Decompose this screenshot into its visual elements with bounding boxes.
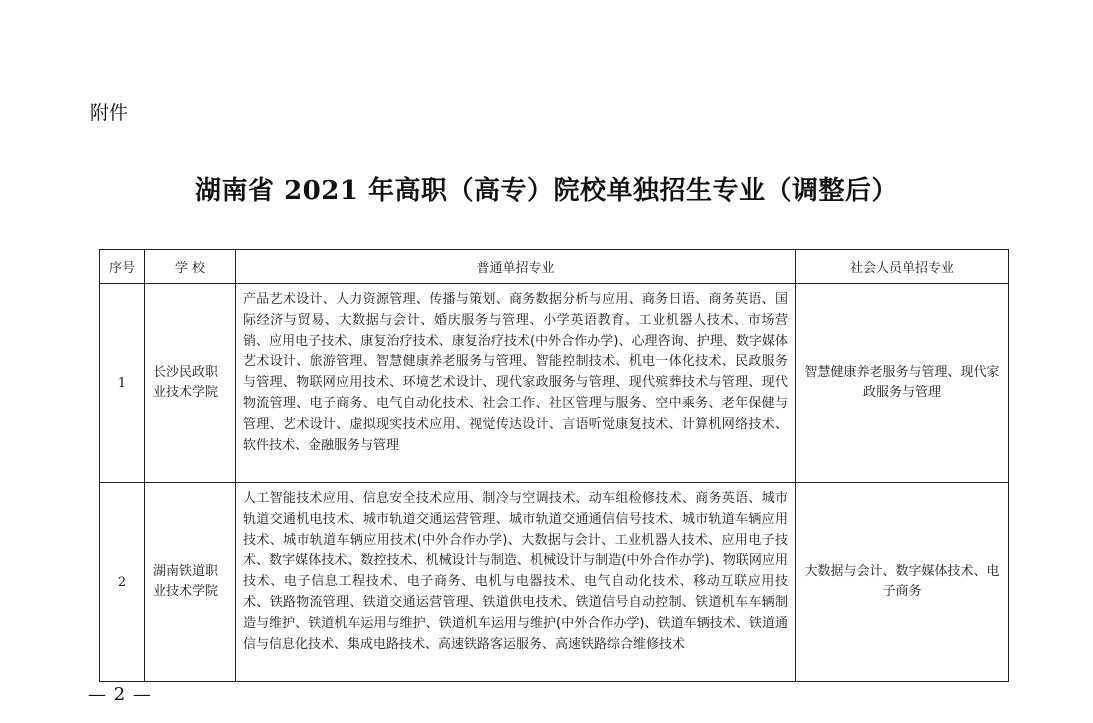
row-seq: 2: [100, 483, 145, 682]
header-social-majors: 社会人员单招专业: [796, 250, 1009, 284]
row-school: 湖南铁道职业技术学院: [145, 483, 236, 682]
attachment-label: 附件: [90, 102, 129, 124]
majors-table: [99, 249, 1009, 682]
header-general-majors: 普通单招专业: [236, 250, 796, 284]
table-row: [100, 284, 1009, 483]
header-school: 学 校: [145, 250, 236, 284]
row-seq: 1: [100, 284, 145, 483]
page-number: — 2 —: [88, 684, 152, 705]
row-school: 长沙民政职业技术学院: [145, 284, 236, 483]
row-general-majors: 人工智能技术应用、信息安全技术应用、制冷与空调技术、动车组检修技术、商务英语、城市轨道交通机电技术、城市轨道交通运营管理、城市轨道交通通信信号技术、城市轨道车辆应用技术、城市轨道车辆应用技术(中外合作办学)、大数据与会计、工业机器人技术、应用电子技术、数字媒体技术、数控技术、机械设计与制造、机械设计与制造(中外合作办学)、物联网应用技术、电子信息工程技术、电子商务、电机与电器技术、电气自动化技术、移动互联应用技术、铁路物流管理、铁道交通运营管理、铁道供电技术、铁道信号自动控制、铁道机车车辆制造与维护、铁道机车运用与维护、铁道机车运用与维护(中外合作办学)、铁道车辆技术、铁道通信与信息化技术、集成电路技术、高速铁路客运服务、高速铁路综合维修技术: [236, 483, 796, 682]
table-row: [100, 483, 1009, 682]
document-title: 湖南省 2021 年高职（高专）院校单独招生专业（调整后）: [195, 176, 898, 206]
row-social-majors: 大数据与会计、数字媒体技术、电子商务: [796, 483, 1009, 682]
row-social-majors: 智慧健康养老服务与管理、现代家政服务与管理: [796, 284, 1009, 483]
row-general-majors: 产品艺术设计、人力资源管理、传播与策划、商务数据分析与应用、商务日语、商务英语、国际经济与贸易、大数据与会计、婚庆服务与管理、小学英语教育、工业机器人技术、市场营销、应用电子技术、康复治疗技术、康复治疗技术(中外合作办学)、心理咨询、护理、数字媒体艺术设计、旅游管理、智慧健康养老服务与管理、智能控制技术、机电一体化技术、民政服务与管理、物联网应用技术、环境艺术设计、现代家政服务与管理、现代殡葬技术与管理、现代物流管理、电子商务、电气自动化技术、社会工作、社区管理与服务、空中乘务、老年保健与管理、艺术设计、虚拟现实技术应用、视觉传达设计、言语听觉康复技术、计算机网络技术、软件技术、金融服务与管理: [236, 284, 796, 483]
header-seq: 序号: [100, 250, 145, 284]
table-header-row: [100, 250, 1009, 284]
